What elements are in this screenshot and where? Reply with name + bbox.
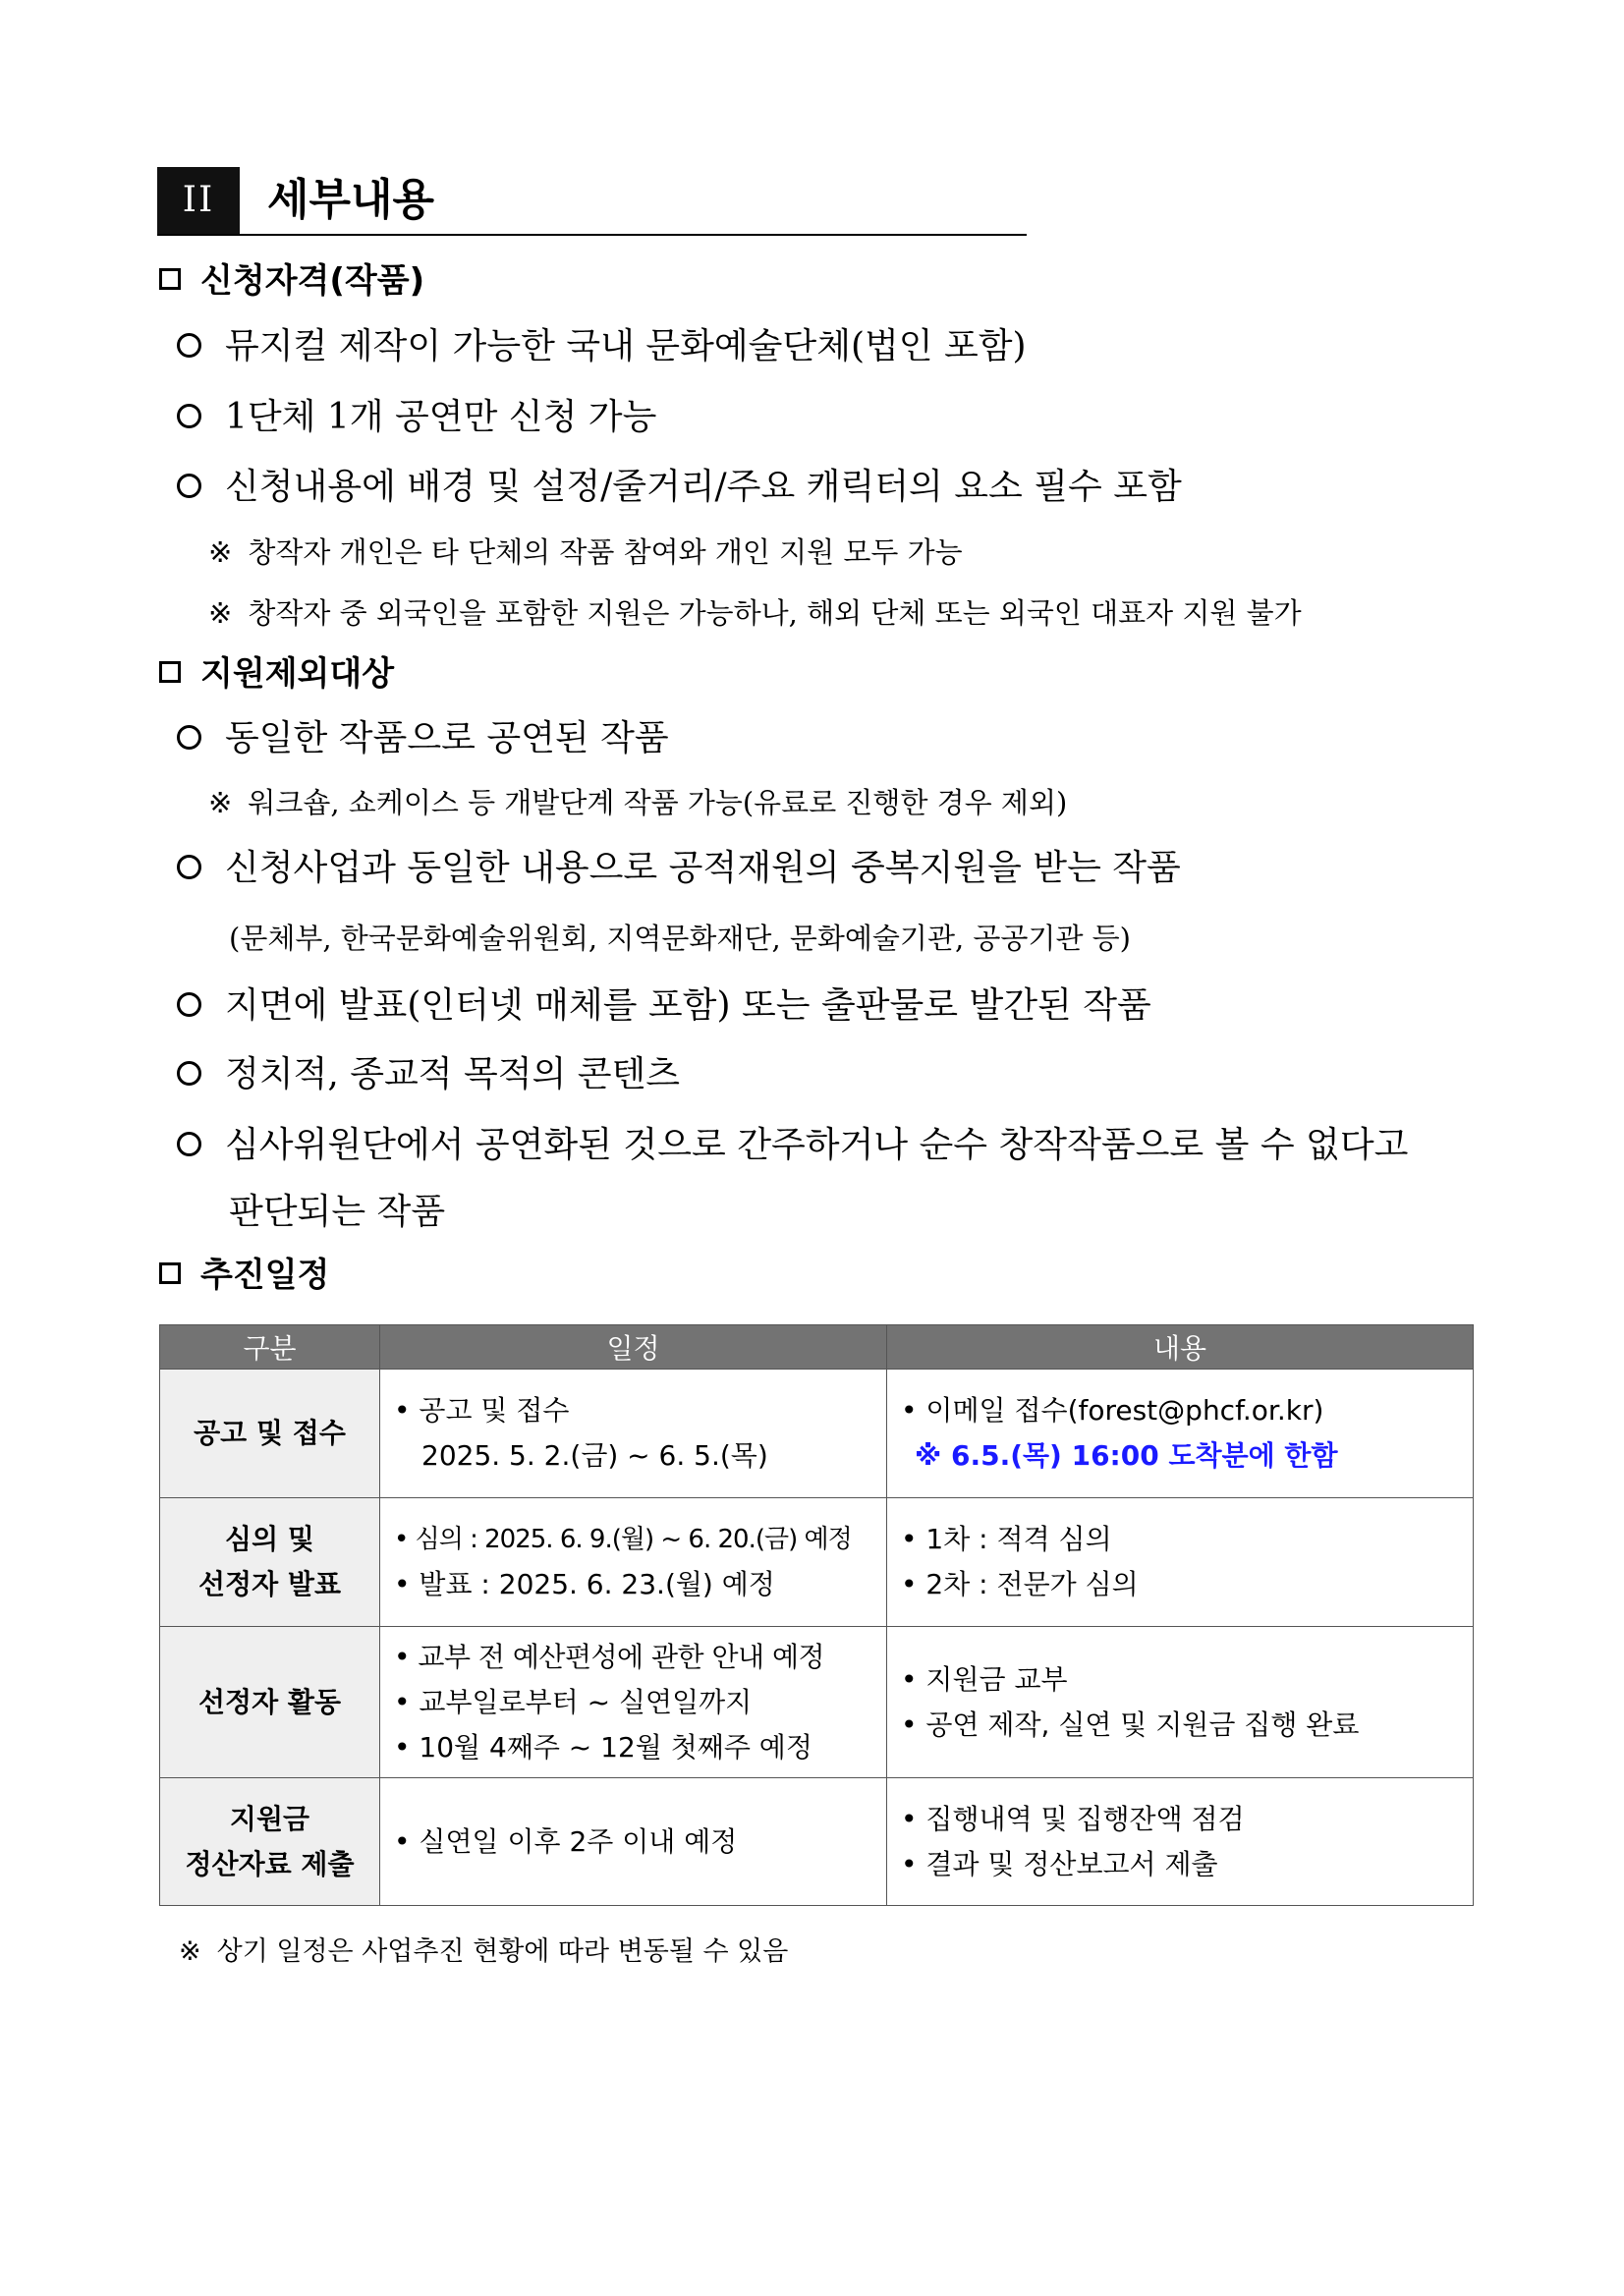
circle-bullet-icon [177,725,201,750]
table-row [160,1498,1474,1627]
exclusion-bullet-continuation: 판단되는 작품 [229,1192,446,1232]
eligibility-bullet: 신청내용에 배경 및 설정/줄거리/주요 캐릭터의 요소 필수 포함 [177,463,1182,512]
content-item: • 1차 : 적격 심의 [901,1523,1112,1555]
circle-bullet-icon [177,333,201,358]
table-header-row [160,1325,1474,1370]
section-title: 세부내용 [267,175,435,225]
content-item: • 지원금 교부 [901,1662,1068,1696]
section-header [157,167,1027,236]
row-content [887,1498,1474,1627]
row-category: 심의 및 선정자 발표 [160,1498,380,1627]
row-category: 공고 및 접수 [160,1370,380,1498]
exclusion-bullet: 심사위원단에서 공연화된 것으로 간주하거나 순수 창작작품으로 볼 수 없다고 [177,1121,1408,1170]
note-mark: ※ [208,786,233,819]
exclusion-note: ※ 워크숍, 쇼케이스 등 개발단계 작품 가능(유료로 진행한 경우 제외) [208,786,1068,819]
row-schedule [380,1370,887,1498]
schedule-item: • 실연일 이후 2주 이내 예정 [394,1824,738,1858]
column-header: 구분 [160,1325,380,1370]
schedule-item: • 공고 및 접수 [394,1394,570,1427]
row-schedule [380,1778,887,1906]
eligibility-note: ※ 창작자 개인은 타 단체의 작품 참여와 개인 지원 모두 가능 [208,535,963,569]
row-content [887,1370,1474,1498]
exclusion-heading: 지원제외대상 [159,652,394,696]
deadline-note: ※ 6.5.(목) 16:00 도착분에 한함 [915,1439,1338,1472]
note-mark: ※ [208,596,233,630]
schedule-item: • 심의 : 2025. 6. 9.(월) ~ 6. 20.(금) 예정 [394,1525,852,1554]
schedule-footnote: ※ 상기 일정은 사업추진 현황에 따라 변동될 수 있음 [179,1936,789,1967]
table-row [160,1370,1474,1498]
content-item: • 결과 및 정산보고서 제출 [901,1847,1218,1880]
checkbox-square-icon [159,661,181,683]
eligibility-heading: 신청자격(작품) [159,259,424,303]
schedule-item: • 교부일로부터 ~ 실연일까지 [394,1685,753,1718]
circle-bullet-icon [177,992,201,1017]
eligibility-bullet: 뮤지컬 제작이 가능한 국내 문화예술단체(법인 포함) [177,322,1027,371]
row-category: 지원금 정산자료 제출 [160,1778,380,1906]
checkbox-square-icon [159,268,181,290]
row-schedule [380,1498,887,1627]
schedule-item-continuation: 2025. 5. 2.(금) ~ 6. 5.(목) [421,1439,768,1472]
column-header: 일정 [380,1325,887,1370]
content-item: • 2차 : 전문가 심의 [901,1568,1139,1600]
table-row [160,1627,1474,1778]
schedule-table [159,1324,1474,1906]
circle-bullet-icon [177,855,201,879]
exclusion-bullet: 정치적, 종교적 목적의 콘텐츠 [177,1050,680,1099]
exclusion-bullet: 신청사업과 동일한 내용으로 공적재원의 중복지원을 받는 작품 [177,844,1181,893]
exclusion-bullet: 동일한 작품으로 공연된 작품 [177,714,669,763]
checkbox-square-icon [159,1262,181,1284]
row-schedule [380,1627,887,1778]
schedule-heading: 추진일정 [159,1254,329,1297]
content-item: • 집행내역 및 집행잔액 점검 [901,1802,1245,1835]
row-content [887,1627,1474,1778]
eligibility-note: ※ 창작자 중 외국인을 포함한 지원은 가능하나, 해외 단체 또는 외국인 대표자 지원 불가 [208,596,1302,630]
schedule-item: • 10월 4째주 ~ 12월 첫째주 예정 [394,1730,812,1764]
content-item: • 공연 제작, 실연 및 지원금 집행 완료 [901,1708,1360,1741]
row-category: 선정자 활동 [160,1627,380,1778]
eligibility-bullet: 1단체 1개 공연만 신청 가능 [177,393,656,442]
content-item: • 이메일 접수(forest@phcf.or.kr) [901,1394,1324,1427]
circle-bullet-icon [177,1061,201,1086]
circle-bullet-icon [177,1132,201,1156]
row-content [887,1778,1474,1906]
column-header: 내용 [887,1325,1474,1370]
exclusion-bullet: 지면에 발표(인터넷 매체를 포함) 또는 출판물로 발간된 작품 [177,981,1151,1031]
section-number: II [157,167,240,234]
circle-bullet-icon [177,404,201,428]
note-mark: ※ [208,535,233,569]
schedule-item: • 발표 : 2025. 6. 23.(월) 예정 [394,1568,775,1600]
table-row [160,1778,1474,1906]
circle-bullet-icon [177,474,201,498]
note-mark: ※ [179,1936,201,1967]
schedule-item: • 교부 전 예산편성에 관한 안내 예정 [394,1640,825,1673]
exclusion-paren: (문체부, 한국문화예술위원회, 지역문화재단, 문화예술기관, 공공기관 등) [229,922,1131,955]
